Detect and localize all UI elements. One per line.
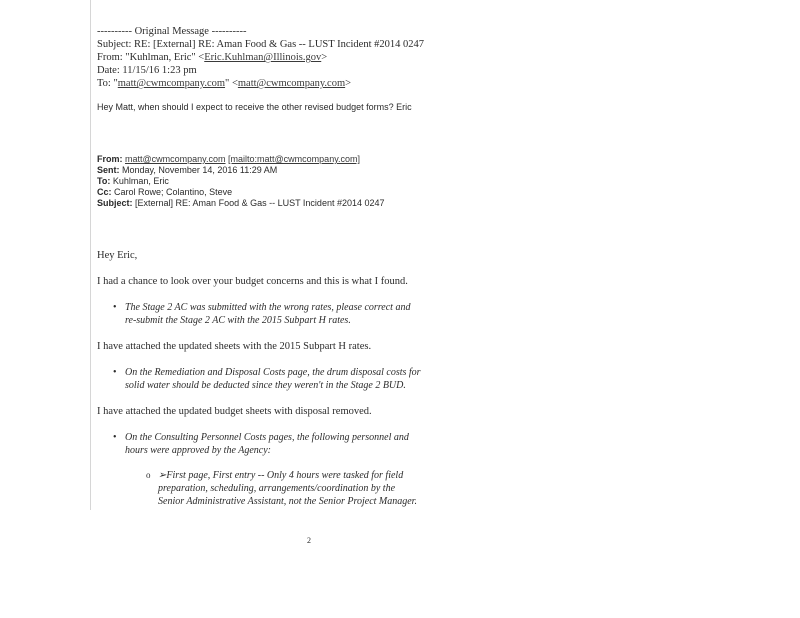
- sub-bullet-marker: o: [146, 470, 151, 480]
- bullet-2-line-2: solid water should be deducted since they weren't in the Stage 2 BUD.: [125, 380, 406, 391]
- bullet-dot-icon: •: [113, 302, 117, 313]
- original-message-divider: ---------- Original Message ----------: [97, 26, 247, 37]
- outlook-to: To: Kuhlman, Eric: [97, 176, 169, 186]
- outlook-cc: Cc: Carol Rowe; Colantino, Steve: [97, 187, 233, 197]
- original-to: To: "matt@cwmcompany.com" <matt@cwmcompany.com>: [97, 78, 352, 89]
- bullet-1-line-2: re-submit the Stage 2 AC with the 2015 Subpart H rates.: [125, 315, 351, 326]
- outlook-subject: Subject: [External] RE: Aman Food & Gas -- LUST Incident #2014 0247: [97, 198, 385, 208]
- outlook-from-mailto[interactable]: [mailto:matt@cwmcompany.com]: [228, 154, 361, 164]
- outlook-sent: Sent: Monday, November 14, 2016 11:29 AM: [97, 165, 278, 175]
- intro-paragraph: I had a chance to look over your budget concerns and this is what I found.: [97, 276, 408, 287]
- bullet-dot-icon: •: [113, 367, 117, 378]
- outlook-from: From: matt@cwmcompany.com [mailto:matt@cwmcompany.com]: [97, 154, 361, 164]
- to-email-link-1[interactable]: matt@cwmcompany.com: [117, 78, 226, 89]
- sub-bullet-line-3: Senior Administrative Assistant, not the Senior Project Manager.: [158, 496, 417, 507]
- bullet-3-line-2: hours were approved by the Agency:: [125, 445, 271, 456]
- greeting: Hey Eric,: [97, 250, 138, 261]
- to-email-link-2[interactable]: matt@cwmcompany.com: [237, 78, 346, 89]
- paragraph-2: I have attached the updated sheets with the 2015 Subpart H rates.: [97, 341, 372, 352]
- margin-line: [90, 0, 91, 510]
- original-from: From: "Kuhlman, Eric" <Eric.Kuhlman@Illinois.gov>: [97, 52, 328, 63]
- sub-bullet-line-1: ➢First page, First entry -- Only 4 hours were tasked for field: [158, 470, 404, 481]
- from-email-link[interactable]: Eric.Kuhlman@Illinois.gov: [204, 52, 322, 63]
- sub-bullet-line-2: preparation, scheduling, arrangements/coordination by the: [158, 483, 396, 494]
- bullet-dot-icon: •: [113, 432, 117, 443]
- bullet-3-line-1: On the Consulting Personnel Costs pages, the following personnel and: [125, 432, 409, 443]
- reply-text: Hey Matt, when should I expect to receive the other revised budget forms? Eric: [97, 102, 412, 112]
- paragraph-3: I have attached the updated budget sheets with disposal removed.: [97, 406, 372, 417]
- bullet-1-line-1: The Stage 2 AC was submitted with the wrong rates, please correct and: [125, 302, 411, 313]
- page-number: 2: [307, 536, 311, 545]
- bullet-2-line-1: On the Remediation and Disposal Costs page, the drum disposal costs for: [125, 367, 421, 378]
- outlook-from-email[interactable]: matt@cwmcompany.com: [125, 154, 226, 164]
- original-subject: Subject: RE: [External] RE: Aman Food & Gas -- LUST Incident #2014 0247: [97, 39, 425, 50]
- original-date: Date: 11/15/16 1:23 pm: [97, 65, 197, 76]
